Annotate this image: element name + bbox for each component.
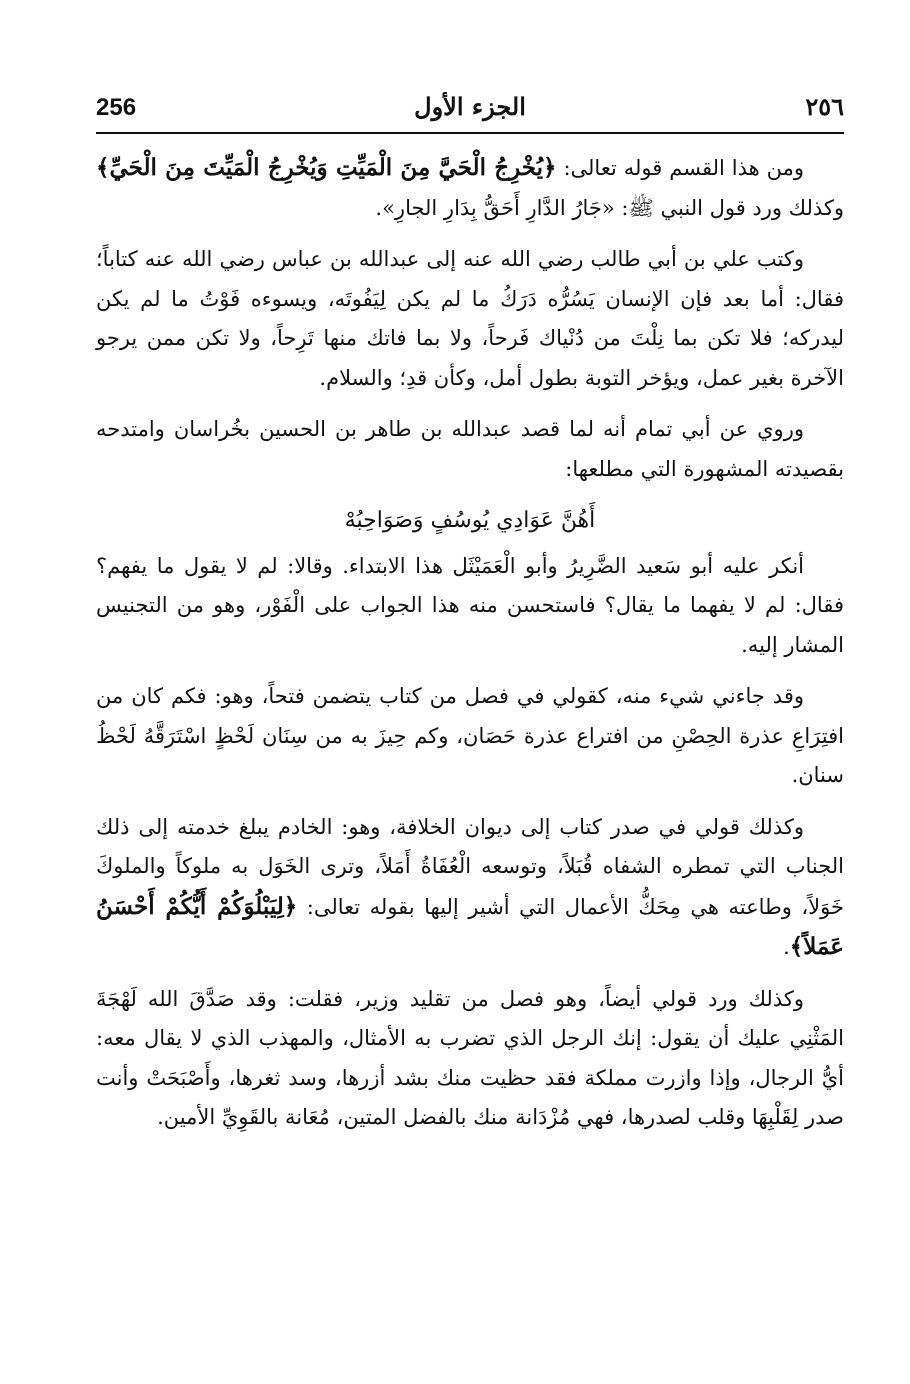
text-segment: .	[783, 935, 790, 959]
page-header	[96, 86, 844, 134]
text-segment: وكذلك ورد قولي أيضاً، وهو فصل من تقليد وزير، فقلت: وقد صَدَّقَ الله لَهْجَةَ المَثْنِي عليك أن يقول: إنك الرجل الذي تضرب به الأمثال، والمهذب الذي لا يقال معه: أيُّ الرجال، وإذا وازرت مملكة فقد حظيت منك بشد أزرها، وسد ثغرها، وأَصْبَحَتْ وأنت صدر لِقَلْبِهَا وقلب لصدرها، فهي مُزْدَانة منك بالفضل المتين، مُعَانة بالقَوِيِّ الأمين.	[96, 986, 844, 1129]
paragraph	[96, 980, 844, 1138]
paragraph	[96, 677, 844, 796]
page-number-arabic: ٢٥٦	[805, 92, 844, 121]
text-segment: وكتب علي بن أبي طالب رضي الله عنه إلى عبدالله بن عباس رضي الله عنه كتاباً؛ فقال: أما بعد فإن الإنسان يَسُرُّه دَرَكُ ما لم يكن لِيَفُوتَه، ويسوءه فَوْتُ ما لم يكن ليدركه؛ فلا تكن بما نِلْتَ من دُنْياك فَرحاً، ولا بما فاتك منها تَرِحاً، ولا تكن ممن يرجو الآخرة بغير عمل، ويؤخر التوبة بطول أمل، وكأن قدِ؛ والسلام.	[96, 247, 844, 390]
book-page	[96, 86, 844, 1316]
text-segment: أنكر عليه أبو سَعيد الضَّرِيرُ وأبو الْعَمَيْثَل هذا الابتداء. وقالا: لم لا يقول ما يفهم؟ فقال: لم لا يفهما ما يقال؟ فاستحسن منه هذا الجواب على الْفَوْر، وهو من التجنيس المشار إليه.	[96, 553, 844, 657]
quran-quote: ﴿يُخْرِجُ الْحَيَّ مِنَ الْمَيِّتِ وَيُخْرِجُ الْمَيِّتَ مِنَ الْحَيِّ﴾	[96, 154, 557, 181]
paragraph	[96, 148, 844, 228]
text-segment: وكذلك قولي في صدر كتاب إلى ديوان الخلافة، وهو: الخادم يبلغ خدمته إلى ذلك الجناب التي تمطره الشفاه قُبَلاً، وتوسعه الْعُفَاةُ أَمَلاً، وترى الخَوَل به ملوكاً والملوكَ خَوَلاً، وطاعته هي مِحَكُّ الأعمال التي أشير إليها بقوله تعالى:	[96, 814, 844, 919]
page-number-latin: 256	[96, 94, 137, 121]
paragraph	[96, 240, 844, 398]
poem-verse	[96, 501, 844, 541]
verse-text: أَهُنَّ عَوَادِي يُوسُفٍ وَصَوَاحِبُهْ	[344, 508, 596, 533]
paragraph	[96, 410, 844, 489]
running-title: الجزء الأول	[414, 92, 526, 121]
text-segment: وكذلك ورد قول النبي ﷺ: «جَارُ الدَّارِ أَحَقُّ بِدَارِ الجارِ».	[375, 195, 844, 220]
text-segment: ومن هذا القسم قوله تعالى:	[556, 156, 804, 180]
text-segment: وروي عن أبي تمام أنه لما قصد عبدالله بن طاهر بن الحسين بخُراسان وامتدحه بقصيدته المشهورة التي مطلعها:	[96, 417, 844, 481]
text-segment: وقد جاءني شيء منه، كقولي في فصل من كتاب يتضمن فتحاً، وهو: فكم كان من افتِرَاعِ عذرة الحِصْنِ من افتراع عذرة حَصَان، وكم حِيزَ به من سِنَان لَحْظٍ اسْتَرَقَّهُ لَحْظُ سنان.	[96, 684, 844, 787]
paragraph	[96, 808, 844, 968]
quran-quote: ﴿لِيَبْلُوَكُمْ أَيُّكُمْ أَحْسَنُ عَمَلاً﴾	[96, 892, 844, 960]
page-body	[96, 148, 844, 1138]
paragraph	[96, 547, 844, 666]
